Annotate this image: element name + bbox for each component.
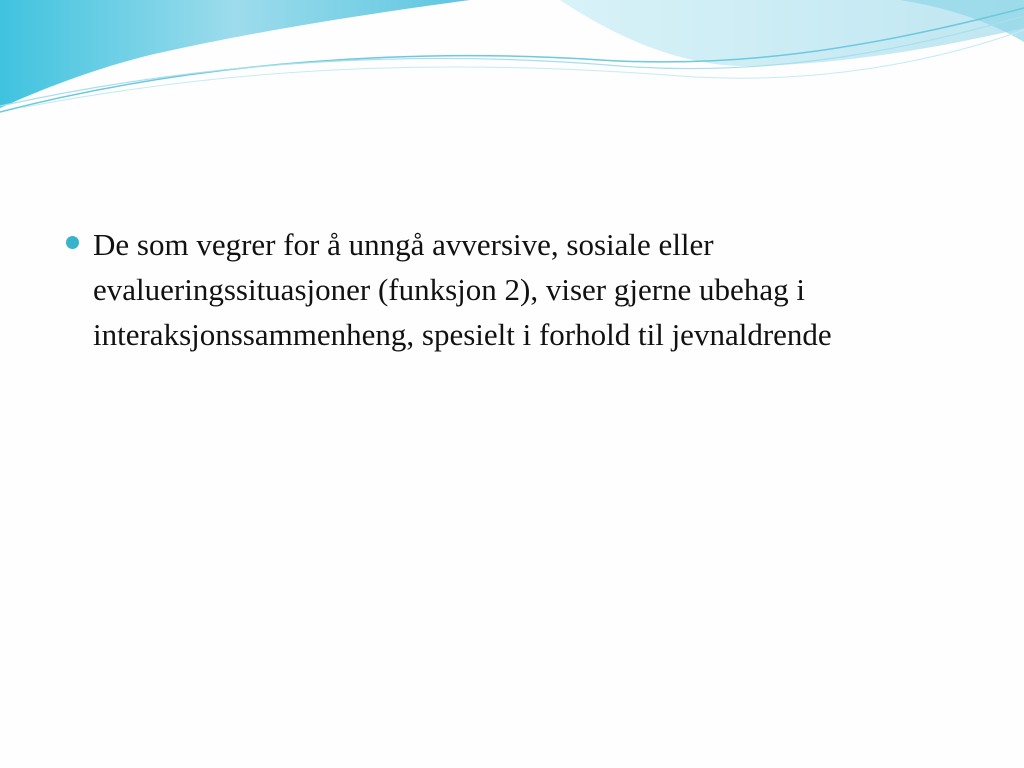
header-wave-decoration bbox=[0, 0, 1024, 130]
slide-content bbox=[64, 222, 964, 357]
bullet-dot-icon bbox=[66, 236, 79, 249]
bullet-text: De som vegrer for å unngå avversive, sosiale eller evalueringssituasjoner (funksjon 2), viser gjerne ubehag i interaksjonssammenheng, spesielt i forhold til jevnaldrende bbox=[93, 227, 832, 352]
bullet-item bbox=[64, 222, 964, 357]
